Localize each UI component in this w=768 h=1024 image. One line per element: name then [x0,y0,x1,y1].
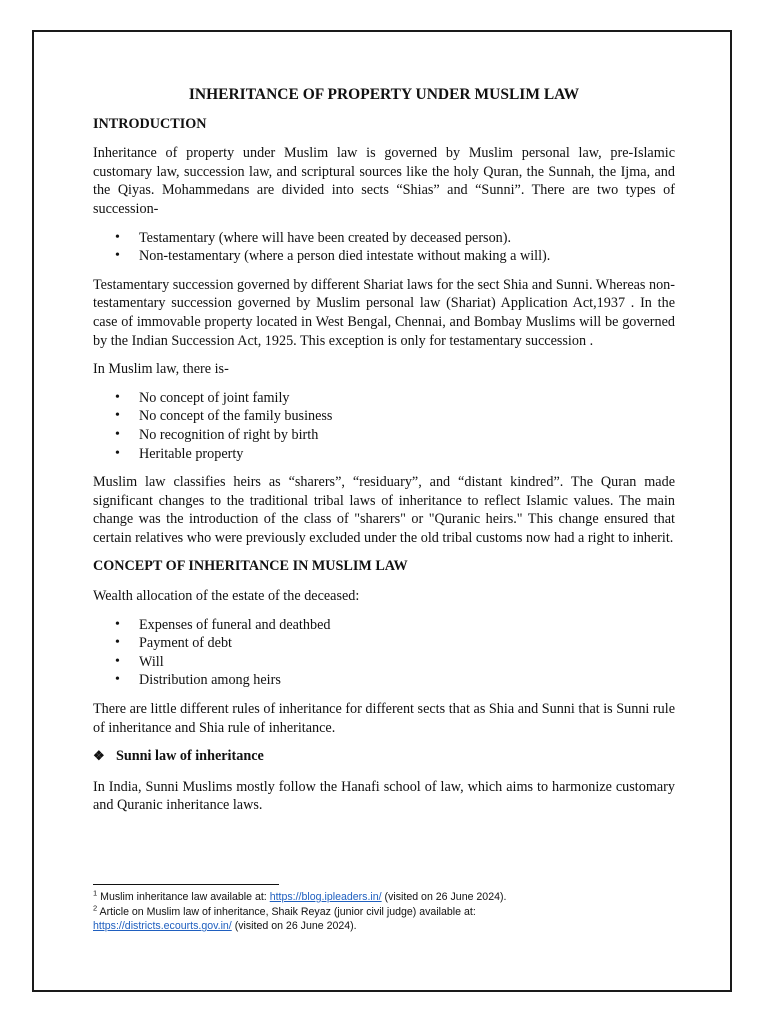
footnote-link[interactable]: https://districts.ecourts.gov.in/ [93,920,232,933]
list-item: • Will [139,653,675,672]
footnote-text: (visited on 26 June 2024). [381,891,507,903]
footnote-text: Article on Muslim law of inheritance, Shaik Reyaz (junior civil judge) available at: [97,905,476,918]
testamentary-paragraph: Testamentary succession governed by different Shariat laws for the sect Shia and Sunni. Whereas non-testamentary succession governed by Muslim personal law (Shariat) Application Act,1937 . In the case of immovable property located in West Bengal, Chennai, and Bombay Muslims will be governed by the Indian Succession Act, 1925. This exception is only for testamentary succession . [93,276,675,349]
document-body [93,86,675,825]
intro-paragraph: Inheritance of property under Muslim law is governed by Muslim personal law, pre-Islamic customary law, succession law, and scriptural sources like the holy Quran, the Sunnah, the Ijma, and the Qiyas. Mohammedans are divided into sects “Shias” and “Sunni”. There are two types of succession- [93,145,675,217]
list-item: • Heritable property [139,445,675,464]
footnote-2 [93,905,653,934]
footnote-text: (visited on 26 June 2024). [231,920,357,933]
list-item: • No recognition of right by birth [139,426,675,445]
footnote-link[interactable]: https://blog.ipleaders.in/ [269,891,382,903]
list-item: • No concept of joint family [139,389,675,408]
list-item: • Payment of debt [139,634,675,653]
footnote-1 [93,890,653,905]
heirs-paragraph: Muslim law classifies heirs as “sharers”, “residuary”, and “distant kindred”. The Quran made significant changes to the traditional tribal laws of inheritance to reflect Islamic values. The main change was the introduction of the class of "sharers" or "Quranic heirs." This change ensured that certain relatives who were previously excluded under the old tribal customs now had a right to inherit. [93,474,675,546]
footnote-marker: 2 [93,903,98,913]
wealth-points-list [93,616,675,690]
introduction-heading: INTRODUCTION [93,115,207,132]
wealth-intro: Wealth allocation of the estate of the deceased: [93,588,360,605]
diamond-bullet-icon: ❖ [93,748,105,764]
muslim-law-points-list [93,389,675,463]
footnote-text: Muslim inheritance law available at: [97,891,270,903]
sunni-law-heading-text: Sunni law of inheritance [116,748,264,765]
rules-paragraph: There are little different rules of inheritance for different sects that as Shia and Sunni that is Sunni rule of inheritance and Shia rule of inheritance. [93,701,675,736]
footnote-marker: 1 [93,888,98,898]
list-item: • Non-testamentary (where a person died intestate without making a will). [139,247,675,266]
footnotes [93,884,653,934]
muslim-law-intro: In Muslim law, there is- [93,361,229,378]
sunni-law-heading [93,747,675,766]
sunni-paragraph: In India, Sunni Muslims mostly follow the Hanafi school of law, which aims to harmonize customary and Quranic inheritance laws. [93,778,675,814]
list-item: • Distribution among heirs [139,671,675,690]
list-item: • Testamentary (where will have been created by deceased person). [139,229,675,248]
list-item: • No concept of the family business [139,407,675,426]
footnote-divider [93,884,279,885]
list-item: • Expenses of funeral and deathbed [139,616,675,635]
document-title: INHERITANCE OF PROPERTY UNDER MUSLIM LAW [188,86,580,103]
concept-heading: CONCEPT OF INHERITANCE IN MUSLIM LAW [93,558,408,575]
succession-types-list [93,229,675,266]
